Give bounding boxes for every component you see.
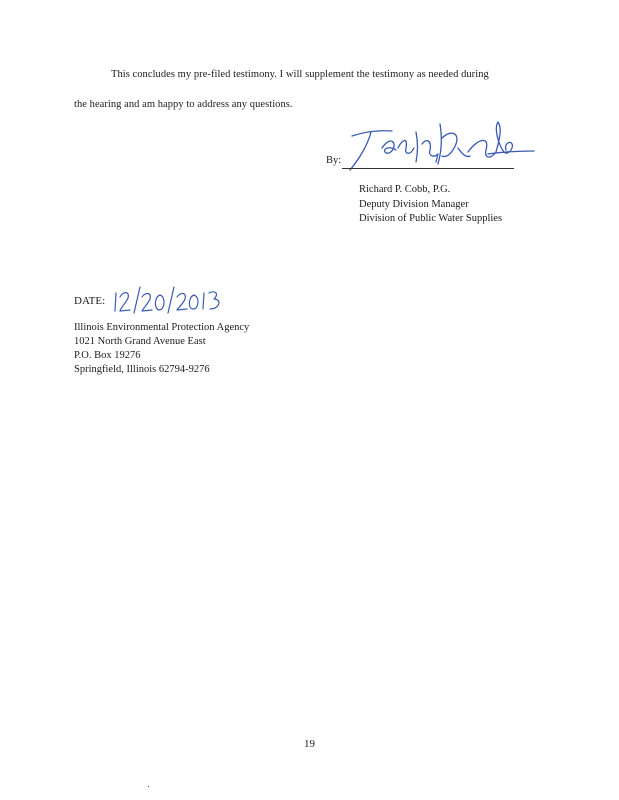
by-label: By:: [326, 155, 342, 166]
handwritten-date: [110, 285, 230, 315]
address-city: Springfield, Illinois 62794-9276: [74, 364, 210, 375]
signer-name: Richard P. Cobb, P.G.: [359, 184, 451, 195]
testimony-conclusion-line-2: the hearing and am happy to address any questions.: [74, 99, 293, 110]
address-agency: Illinois Environmental Protection Agency: [74, 322, 250, 333]
handwritten-signature: [338, 118, 538, 174]
signer-title: Deputy Division Manager: [359, 199, 469, 210]
scan-speck: [148, 786, 149, 787]
page-number: 19: [304, 738, 315, 750]
address-street: 1021 North Grand Avenue East: [74, 336, 206, 347]
testimony-conclusion-line-1: This concludes my pre-filed testimony. I will supplement the testimony as needed during: [111, 69, 489, 80]
signer-division: Division of Public Water Supplies: [359, 213, 503, 224]
signature-block: [326, 118, 566, 228]
address-po-box: P.O. Box 19276: [74, 350, 141, 361]
date-label: DATE:: [74, 295, 106, 307]
signature-line: [342, 168, 514, 169]
